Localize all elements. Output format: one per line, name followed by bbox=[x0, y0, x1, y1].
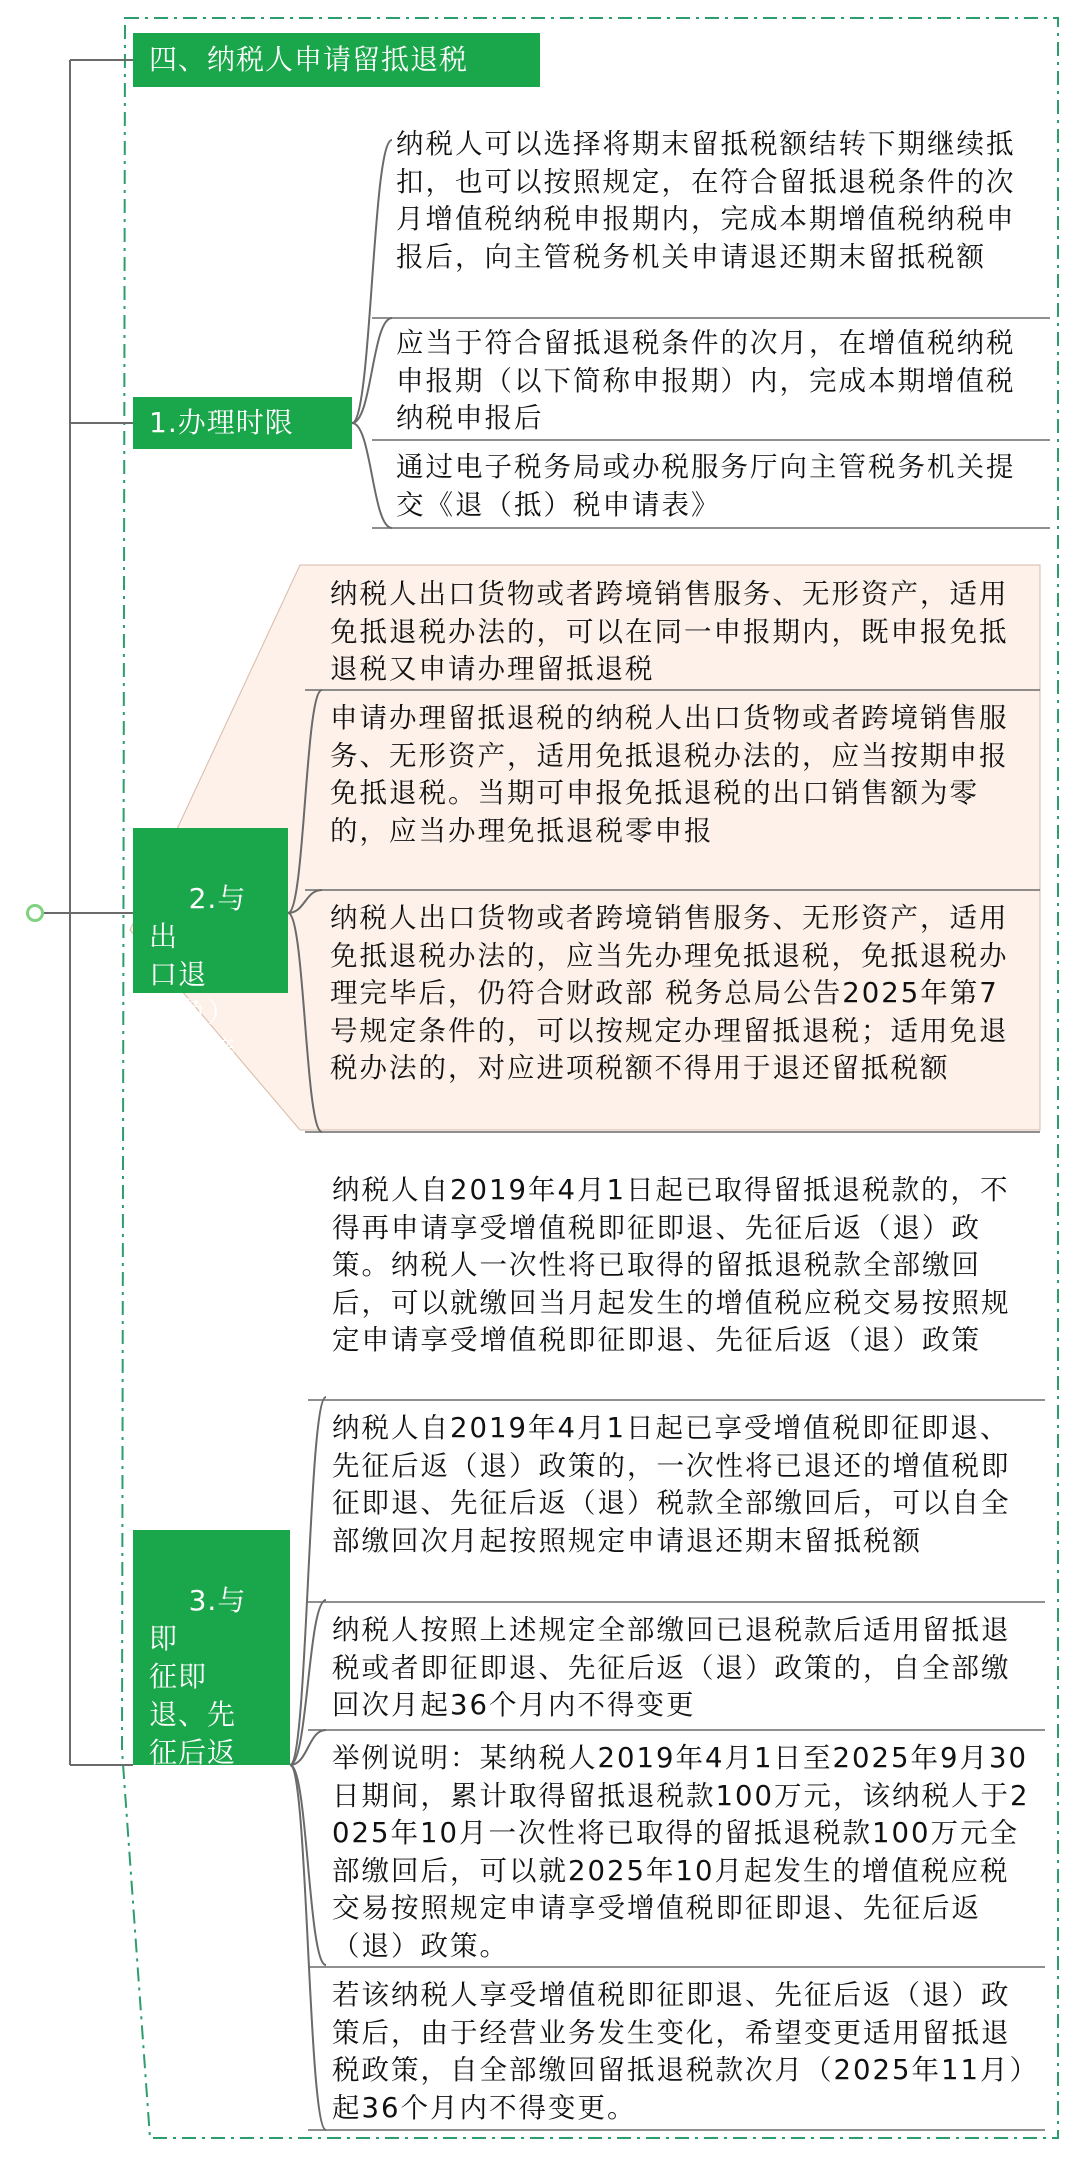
section3-leaf-4: 举例说明：某纳税人2019年4月1日至2025年9月30日期间，累计取得留抵退税款100万元，该纳税人于2025年10月一次性将已取得的留抵退税款100万元全部缴回后，可以就2025年10月起发生的增值税应税交易按照规定申请享受增值税即征即退、先征后返（退）政策。 bbox=[332, 1742, 1030, 1962]
section2-leaf-3: 纳税人出口货物或者跨境销售服务、无形资产，适用免抵退税办法的，应当先办理免抵退税，免抵退税办理完毕后，仍符合财政部 税务总局公告2025年第7号规定条件的，可以按规定办理留抵退税；适用免退税办法的，对应进项税额不得用于退还留抵税额 bbox=[330, 902, 1009, 1084]
section3-label: 3.与即 征即 退、先 征后返 （退） 衔接 bbox=[149, 1584, 247, 1845]
section2-node[interactable] bbox=[133, 828, 288, 1067]
section3-leaf-1: 纳税人自2019年4月1日起已取得留抵退税款的，不得再申请享受增值税即征即退、先征后返（退）政策。纳税人一次性将已取得的留抵退税款全部缴回后，可以就缴回当月起发生的增值税应税交易按照规定申请享受增值税即征即退、先征后返（退）政策 bbox=[332, 1174, 1011, 1356]
section1-bracket-mid bbox=[352, 318, 392, 423]
section1-leaf-1: 纳税人可以选择将期末留抵税额结转下期继续抵扣，也可以按照规定，在符合留抵退税条件的次月增值税纳税申报期内，完成本期增值税纳税申报后，向主管税务机关申请退还期末留抵税额 bbox=[396, 128, 1016, 273]
section2-label: 2.与出 口退 （免） 税衔接 bbox=[149, 882, 247, 1067]
section1-bracket-top bbox=[352, 140, 392, 423]
section1-bracket-bottom bbox=[352, 423, 392, 528]
section1-leaf-2: 应当于符合留抵退税条件的次月，在增值税纳税申报期（以下简称申报期）内，完成本期增值税纳税申报后 bbox=[396, 327, 1016, 434]
section3-leaf-5: 若该纳税人享受增值税即征即退、先征后返（退）政策后，由于经营业务发生变化，希望变更适用留抵退税政策，自全部缴回留抵退税款次月（2025年11月）起36个月内不得变更。 bbox=[332, 1979, 1026, 2124]
section1-node[interactable] bbox=[133, 397, 352, 449]
title-text: 四、纳税人申请留抵退税 bbox=[149, 43, 469, 76]
section3-node[interactable] bbox=[133, 1530, 290, 1845]
section1-label: 1.办理时限 bbox=[149, 406, 294, 439]
section1-leaf-3: 通过电子税务局或办税服务厅向主管税务机关提交《退（抵）税申请表》 bbox=[396, 451, 1016, 521]
root-node-circle[interactable] bbox=[26, 904, 44, 922]
section3-leaf-3: 纳税人按照上述规定全部缴回已退税款后适用留抵退税或者即征即退、先征后返（退）政策的，自全部缴回次月起36个月内不得变更 bbox=[332, 1614, 1011, 1721]
section2-leaf-2: 申请办理留抵退税的纳税人出口货物或者跨境销售服务、无形资产，适用免抵退税办法的，应当按期申报免抵退税。当期可申报免抵退税的出口销售额为零的，应当办理免抵退税零申报 bbox=[330, 702, 1009, 847]
title-node[interactable] bbox=[133, 33, 540, 87]
section3-leaf-2: 纳税人自2019年4月1日起已享受增值税即征即退、先征后返（退）政策的，一次性将已退还的增值税即征即退、先征后返（退）税款全部缴回后，可以自全部缴回次月起按照规定申请退还期末留抵税额 bbox=[332, 1412, 1011, 1557]
section2-leaf-1: 纳税人出口货物或者跨境销售服务、无形资产，适用免抵退税办法的，可以在同一申报期内，既申报免抵退税又申请办理留抵退税 bbox=[330, 578, 1009, 685]
